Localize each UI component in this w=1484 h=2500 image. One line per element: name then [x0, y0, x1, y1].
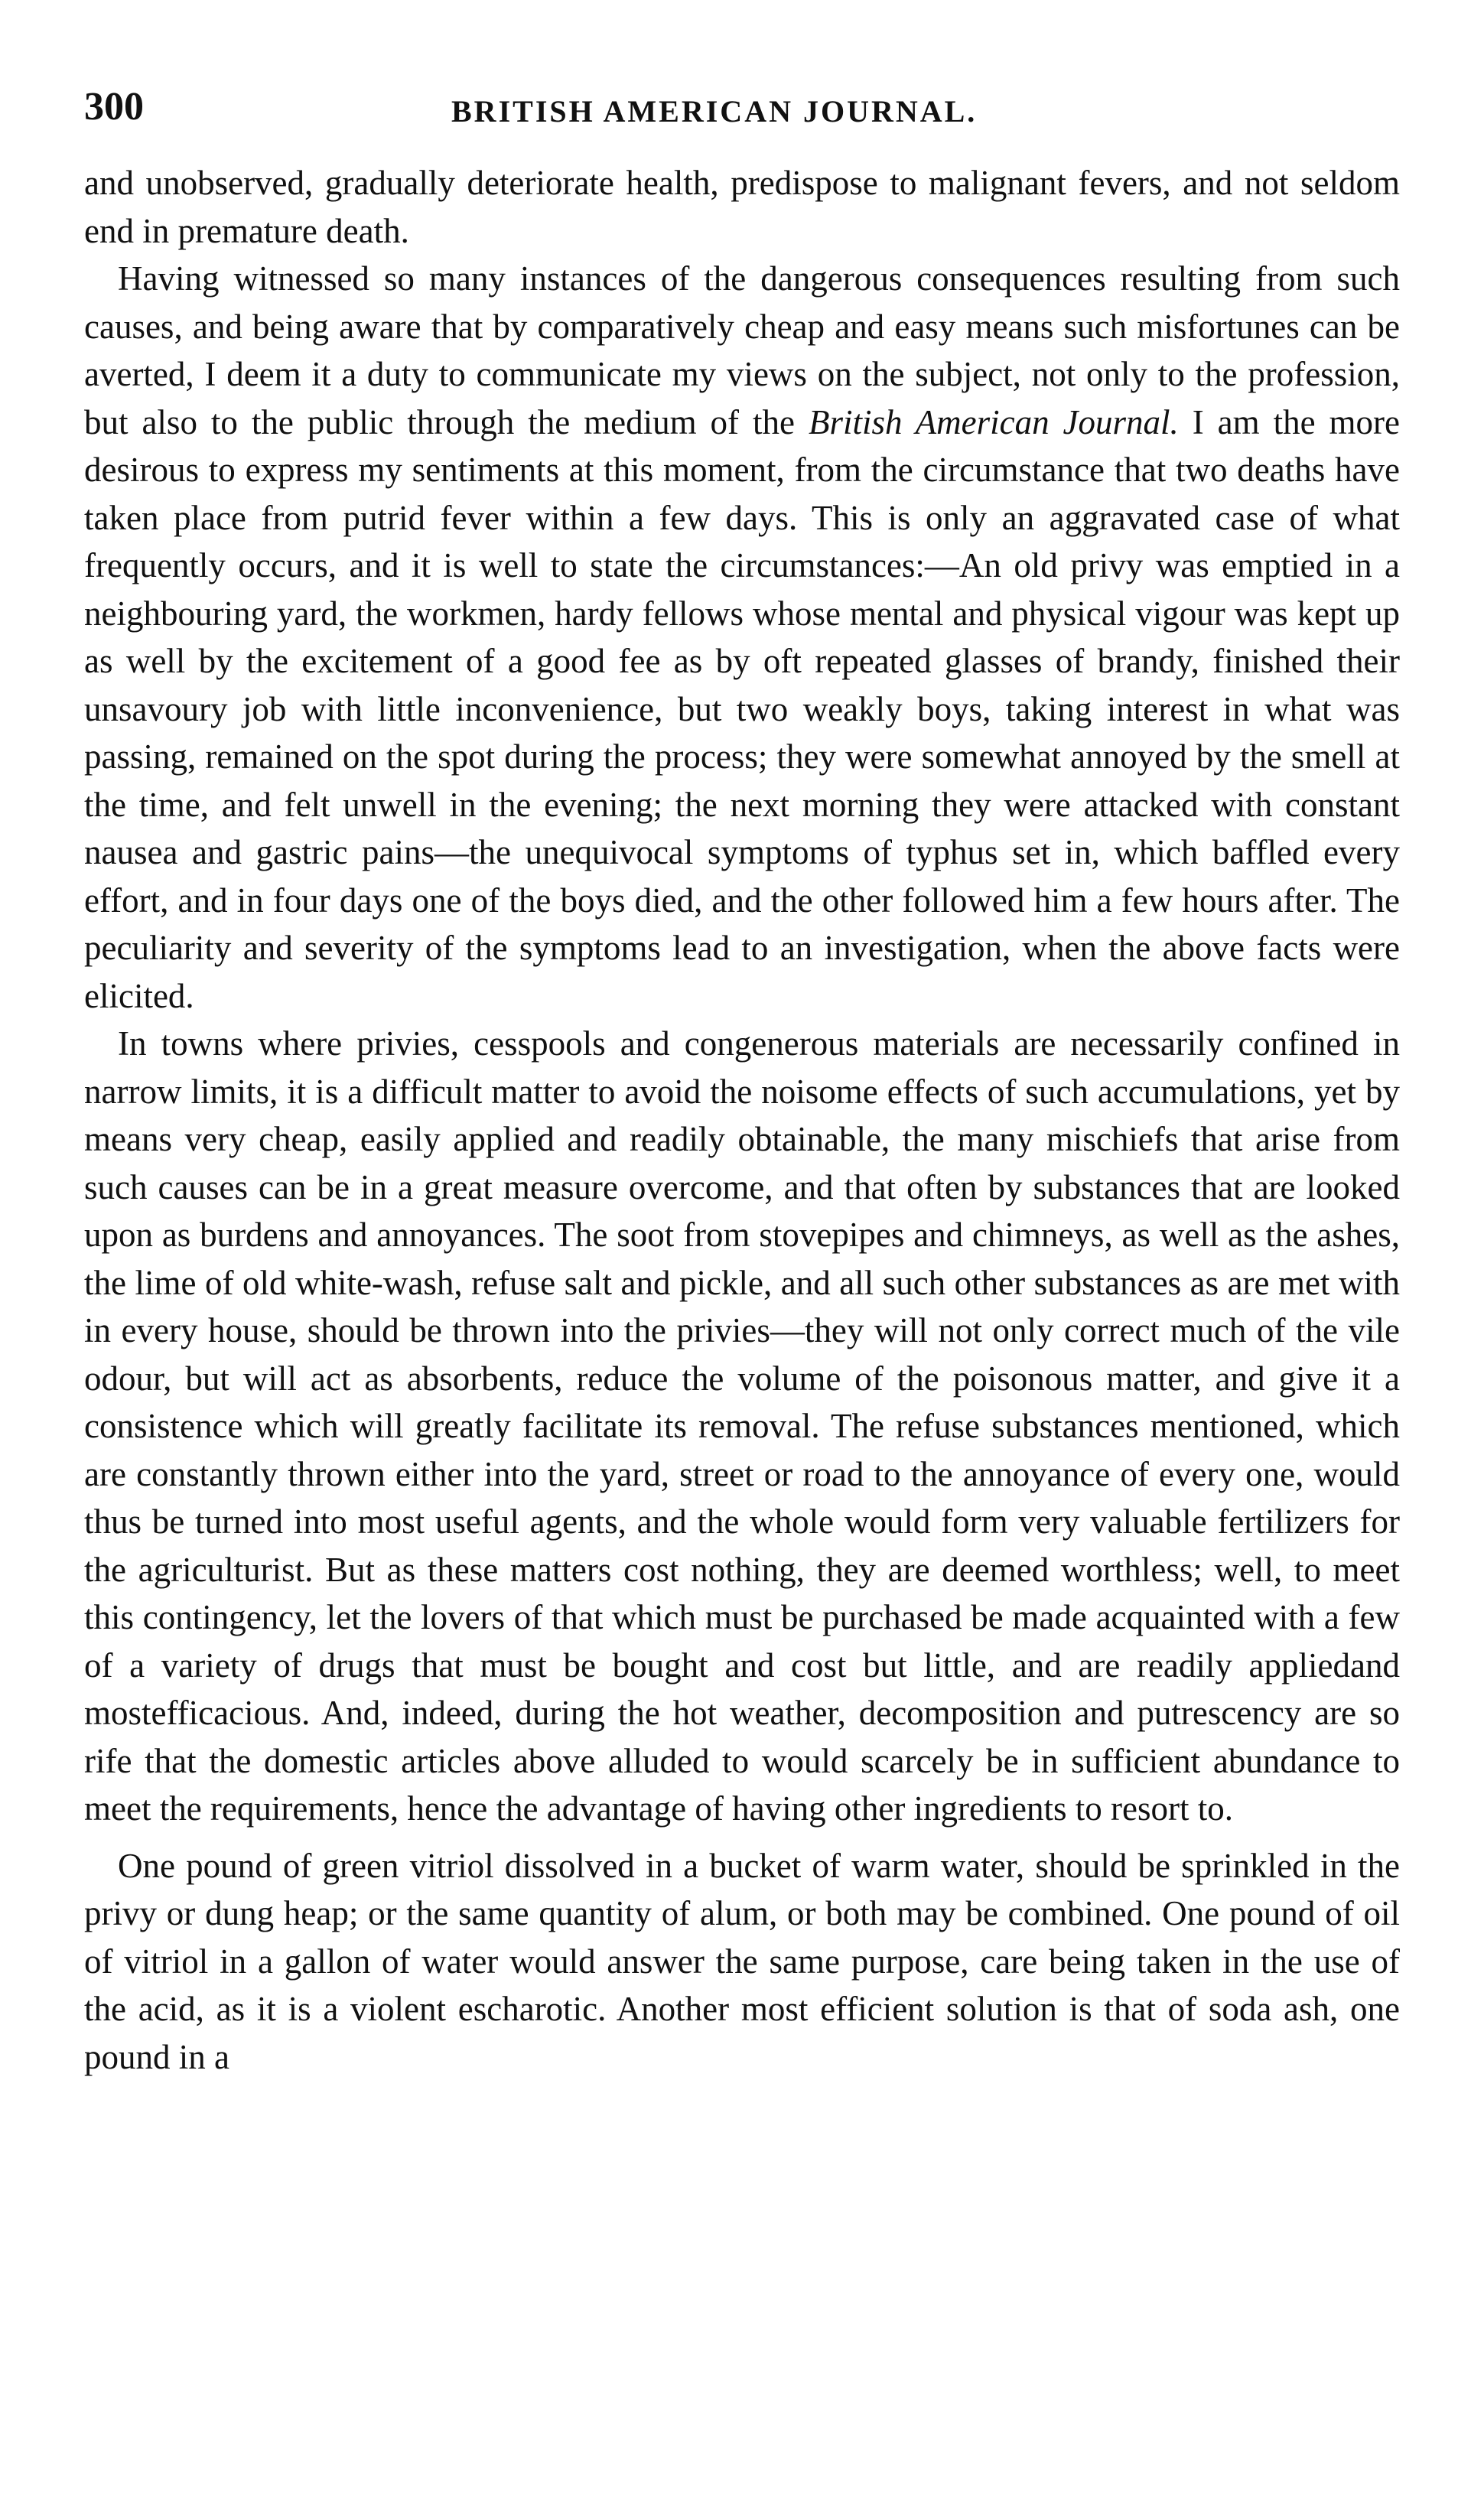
paragraph-green-vitriol: One pound of green vitriol dissolved in a bucket of warm water, should be sprinkled in the privy or dung heap; or the same quantity of alum, or both may be combined. One pound of oil of vitriol in a gallon of water would answer the same purpose, care being taken in the use of the acid, as it is a violent escharotic. Another most efficient solution is that of soda ash, one pound in a [84, 1846, 1400, 2076]
paragraph-continued: and unobserved, gradually deteriorate health, predispose to malignant fevers, and not seldom end in premature death. [84, 164, 1400, 250]
running-head [84, 76, 1400, 138]
paragraph-text: I am the more desirous to express my sentiments at this moment, from the circumstance that two deaths have taken place from putrid fever within a few days. This is only an aggravated case of what frequently occurs, and it is well to state the circumstances:—An old privy was emptied in a neighbouring yard, the workmen, hardy fellows whose mental and physical vigour was kept up as well by the excitement of a good fee as by oft repeated glasses of brandy, finished their unsavoury job with little inconvenience, but two weakly boys, taking interest in what was passing, remained on the spot during the process; they were somewhat annoyed by the smell at the time, and felt unwell in the evening; the next morning they were attacked with constant nausea and gastric pains—the unequivocal symptoms of typhus set in, which baffled every effort, and in four days one of the boys died, and the other followed him a few hours after. The peculiarity and severity of the symptoms lead to an investigation, when the above facts were elicited. [84, 402, 1400, 1015]
paragraph-text: Having witnessed so many instances of the dangerous consequences resulting from such causes, and being aware that by comparatively cheap and easy means such misfortunes can be averted, I deem it a duty to communicate my views on the subject, not only to the profession, but also to the public through the medium of the [84, 259, 1400, 441]
article-body [84, 159, 1400, 2081]
paragraph-having-witnessed [84, 255, 1400, 1020]
paragraph-in-towns: In towns where privies, cesspools and congenerous materials are necessarily confined in narrow limits, it is a difficult matter to avoid the noisome effects of such accumulations, yet by means very cheap, easily applied and readily obtainable, the many mischiefs that arise from such causes can be in a great measure overcome, and that often by substances that are looked upon as burdens and annoyances. The soot from stovepipes and chimneys, as well as the ashes, the lime of old white-wash, refuse salt and pickle, and all such other substances as are met with in every house, should be thrown into the privies—they will not only correct much of the vile odour, but will act as absorbents, reduce the volume of the poisonous matter, and give it a consistence which will greatly facilitate its removal. The refuse substances mentioned, which are constantly thrown either into the yard, street or road to the annoyance of every one, would thus be turned into most useful agents, and the whole would form very valuable fertilizers for the agriculturist. But as these matters cost nothing, they are deemed worthless; well, to meet this contingency, let the lovers of that which must be purchased be made acquainted with a few of a variety of drugs that must be bought and cost but little, and are readily appliedand mostefficacious. And, indeed, during the hot weather, decomposition and putrescency are so rife that the domestic articles above alluded to would scarcely be in sufficient abundance to meet the requirements, hence the advantage of having other ingredients to resort to. [84, 1024, 1400, 1828]
journal-title: BRITISH AMERICAN JOURNAL. [451, 94, 978, 129]
page-number: 300 [84, 85, 144, 129]
journal-name-italic: British American Journal. [808, 402, 1179, 441]
